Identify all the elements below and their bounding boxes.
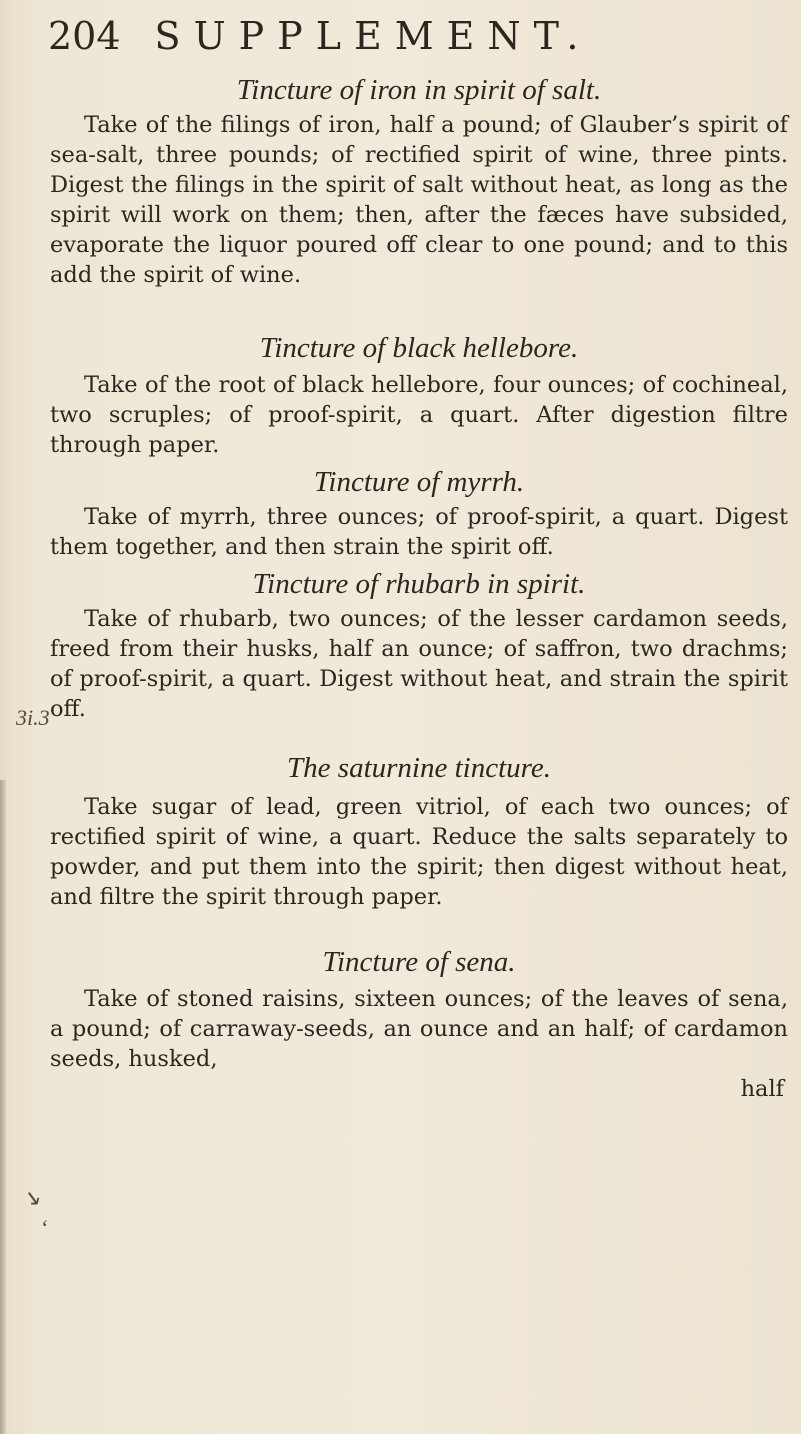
recipe-rhubarb: [50, 568, 788, 724]
recipe-text: Take of the root of black hellebore, four ounces; of cochineal, two scruples; of proof-spirit, a quart. After digestion filtre through paper.: [50, 372, 788, 458]
page-edge-shadow: [0, 780, 6, 1434]
recipe-title: Tincture of black hellebore.: [259, 332, 579, 364]
recipe-title: Tincture of sena.: [322, 946, 516, 978]
running-title: SUPPLEMENT.: [154, 14, 592, 58]
recipe-title: Tincture of rhubarb in spirit.: [252, 568, 586, 600]
page-number: 204: [48, 14, 121, 58]
recipe-myrrh: [50, 466, 788, 562]
margin-note: ‘: [40, 1215, 48, 1240]
page-content: [50, 74, 788, 1104]
margin-note: 3i.3: [16, 705, 50, 730]
recipe-text: Take of stoned raisins, sixteen ounces; of the leaves of sena, a pound; of carraway-seeds, an ounce and an half; of cardamon seeds, husked,: [50, 986, 788, 1072]
recipe-text: Take of rhubarb, two ounces; of the lesser cardamon seeds, freed from their husks, half an ounce; of saffron, two drachms; of proof-spirit, a quart. Digest without heat, and strain the spirit off.: [50, 606, 788, 722]
recipe-text: Take sugar of lead, green vitriol, of each two ounces; of rectified spirit of wine, a quart. Reduce the salts separately to powder, and put them into the spirit; then digest without heat, and filtre the spirit through paper.: [50, 794, 788, 910]
recipe-text: Take of the filings of iron, half a pound; of Glauber’s spirit of sea-salt, three pounds; of rectified spirit of wine, three pints. Digest the filings in the spirit of salt without heat, as long as the spirit will work on them; then, after the fæces have subsided, evaporate the liquor poured off clear to one pound; and to this add the spirit of wine.: [50, 112, 788, 288]
recipe-black-hellebore: [50, 332, 788, 460]
recipe-sena: [50, 946, 788, 1074]
recipe-text: Take of myrrh, three ounces; of proof-spirit, a quart. Digest them together, and then strain the spirit off.: [50, 504, 788, 560]
recipe-saturnine: [50, 752, 788, 912]
catchword: half: [740, 1076, 784, 1102]
recipe-title: Tincture of iron in spirit of salt.: [236, 74, 602, 106]
page-header: [48, 14, 591, 58]
recipe-title: The saturnine tincture.: [287, 752, 551, 784]
recipe-title: Tincture of myrrh.: [313, 466, 525, 498]
margin-note: ↘: [22, 1185, 41, 1210]
recipe-iron: [50, 74, 788, 290]
